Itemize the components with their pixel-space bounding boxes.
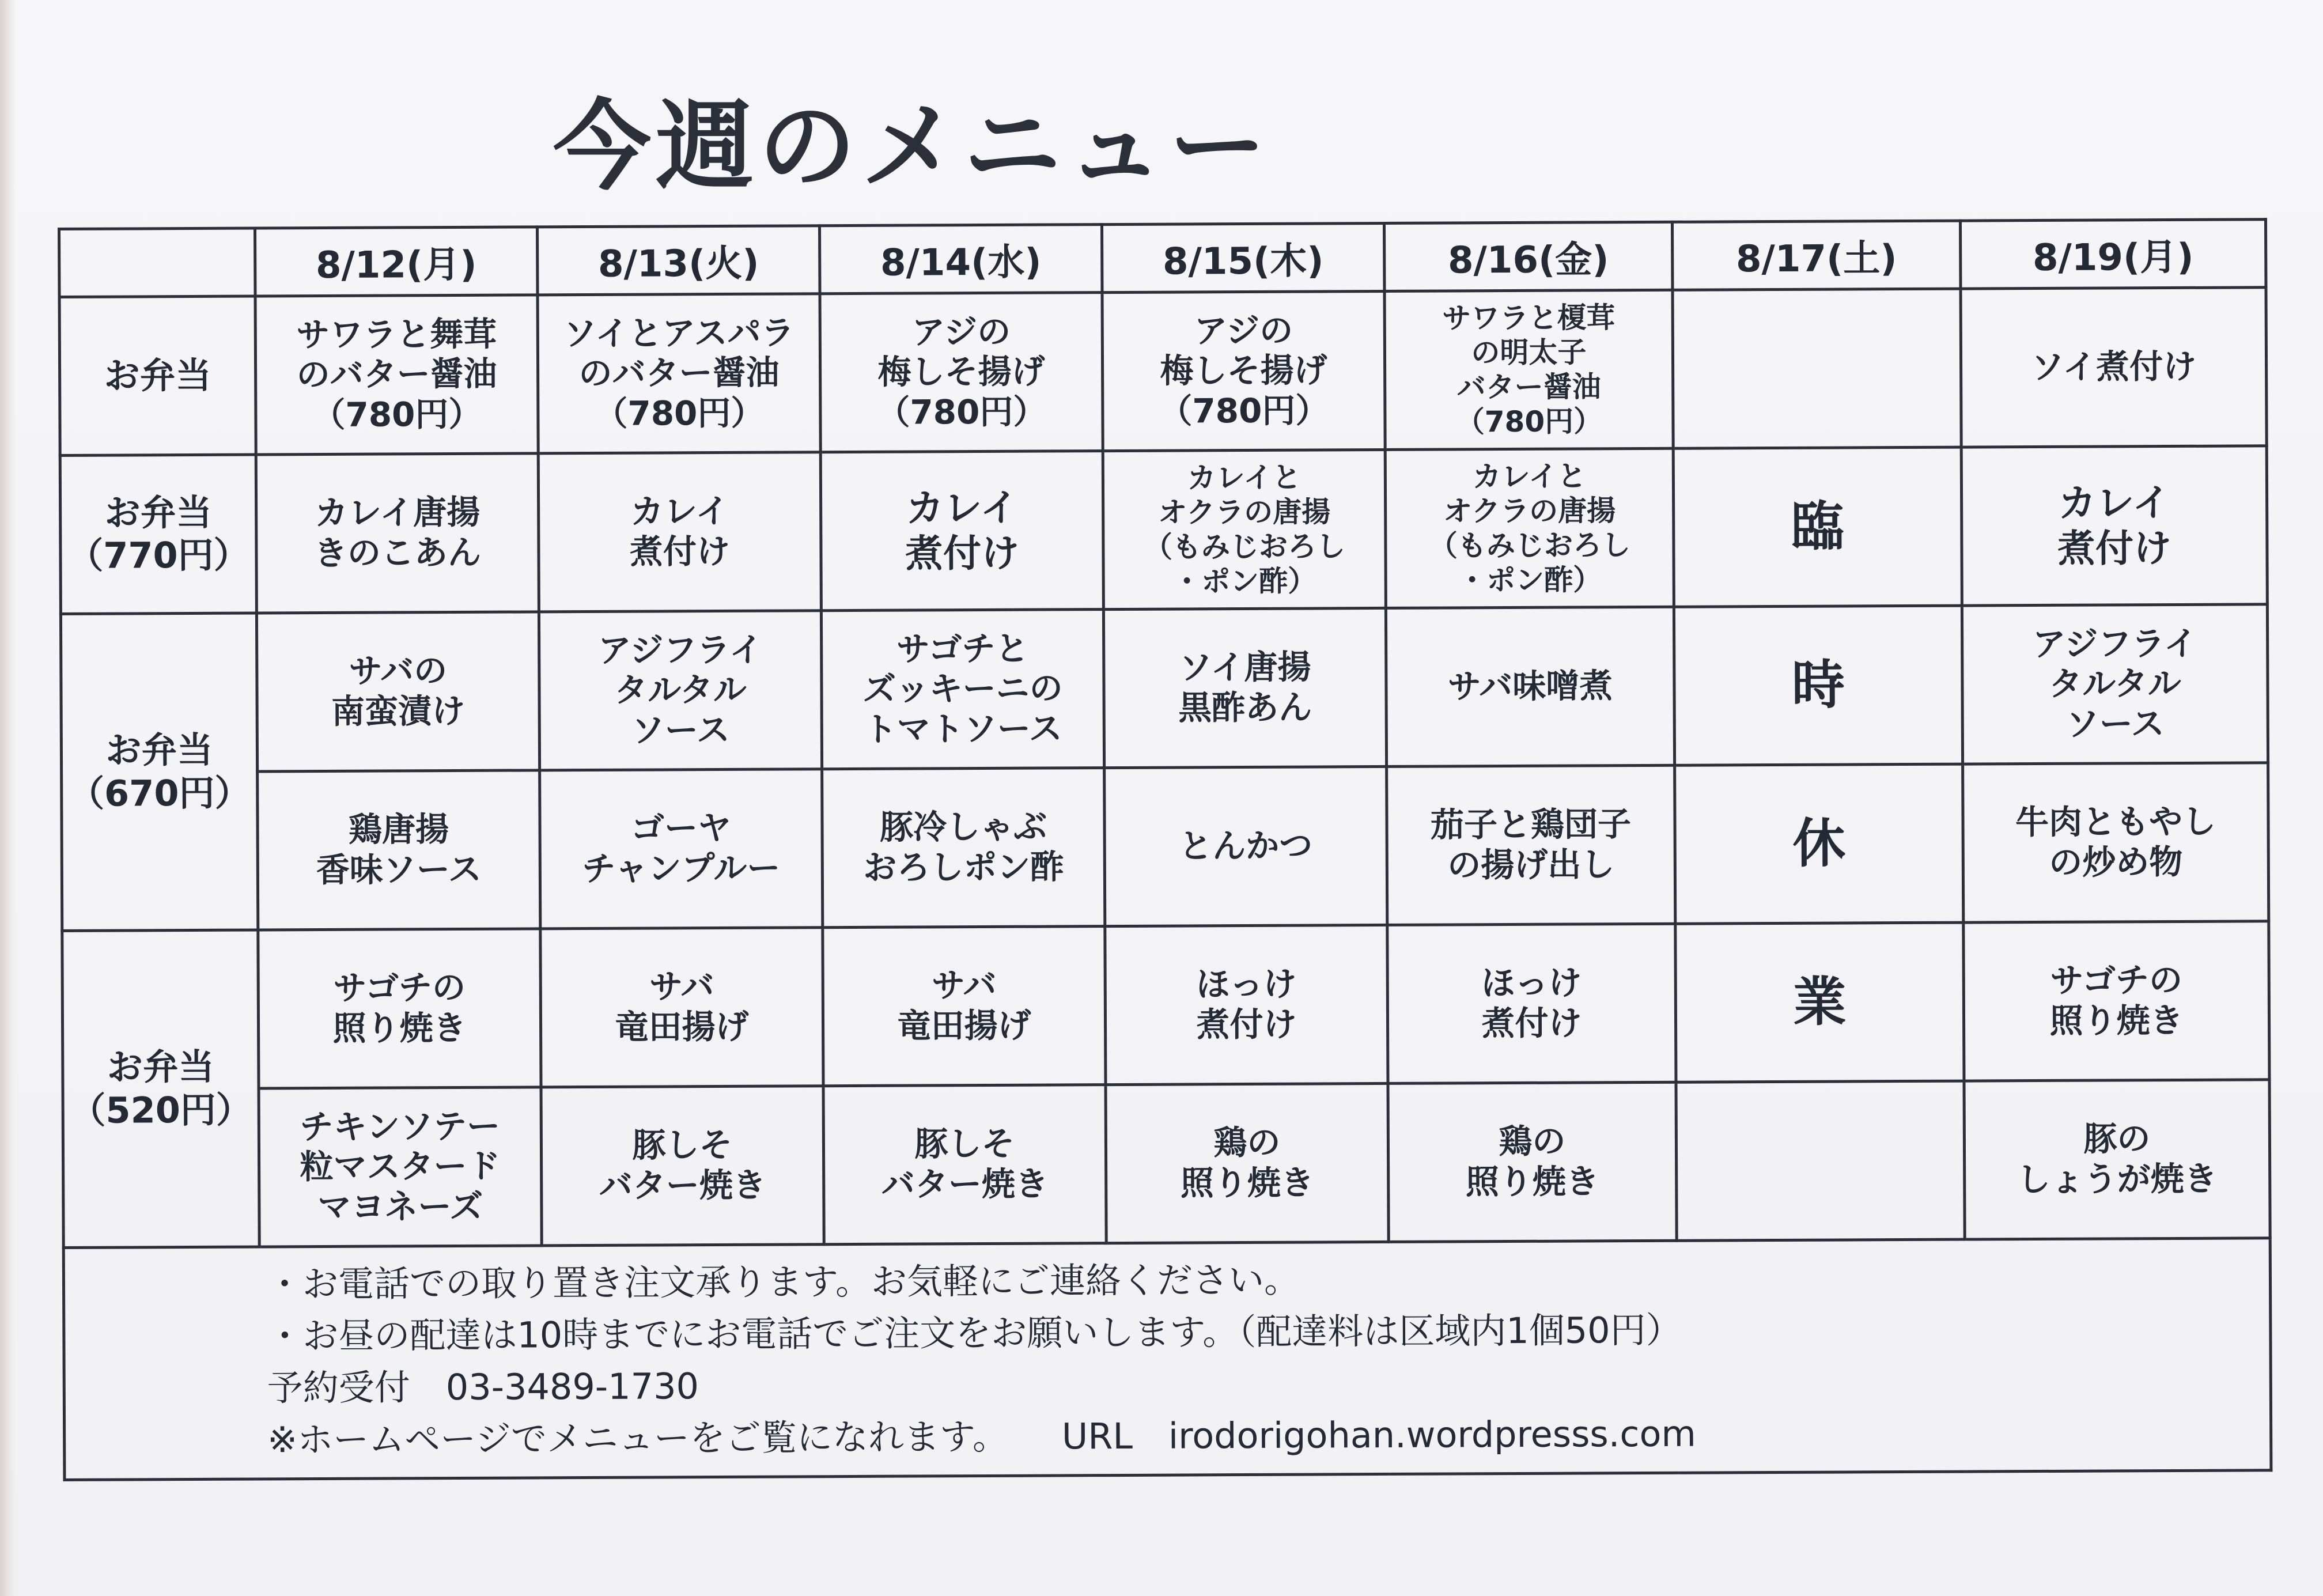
- note-website-url: ※ホームページでメニューをご覧になれます。 URL irodorigohan.wordpresss.com: [267, 1412, 1697, 1461]
- day-header: 8/16(金): [1384, 222, 1673, 291]
- menu-cell: チキンソテー 粒マスタード マヨネーズ: [259, 1087, 542, 1247]
- menu-table: [58, 218, 2272, 1481]
- menu-cell: アジフライ タルタル ソース: [1962, 604, 2268, 764]
- note-phone-order: ・お電話での取り置き注文承ります。お気軽にご連絡ください。: [266, 1258, 1300, 1306]
- menu-cell: サバ 竜田揚げ: [540, 928, 823, 1087]
- menu-cell: [1676, 1081, 1965, 1241]
- menu-cell: サワラと舞茸 のバター醤油 （780円）: [255, 295, 538, 455]
- day-header: 8/17(土): [1672, 221, 1961, 290]
- menu-cell: サワラと榎茸 の明太子 バター醤油 （780円）: [1384, 290, 1673, 449]
- category-label: お弁当 （770円）: [60, 455, 256, 614]
- menu-cell: 茄子と鶏団子 の揚げ出し: [1387, 765, 1675, 925]
- menu-row-670-a: [60, 604, 2268, 773]
- category-label: お弁当 （520円）: [62, 930, 259, 1247]
- menu-cell: ほっけ 煮付け: [1105, 925, 1388, 1084]
- category-label: お弁当 （670円）: [60, 613, 258, 931]
- menu-cell: ソイ煮付け: [1961, 288, 2267, 447]
- paper-edge: [0, 0, 16, 1596]
- notes-row: [63, 1238, 2271, 1480]
- menu-cell: ソイ唐揚 黒酢あん: [1103, 608, 1386, 767]
- menu-cell: ソイとアスパラ のバター醤油 （780円）: [538, 294, 820, 453]
- notes-box: [63, 1238, 2271, 1480]
- menu-cell: 豚の しょうが焼き: [1964, 1080, 2270, 1239]
- menu-cell: ほっけ 煮付け: [1387, 924, 1676, 1083]
- closed-notice: 業: [1675, 922, 1964, 1082]
- day-header: 8/15(木): [1102, 223, 1384, 292]
- menu-cell: カレイ 煮付け: [538, 452, 821, 612]
- menu-cell: サゴチの 照り焼き: [1963, 921, 2269, 1081]
- closed-notice: 時: [1674, 606, 1962, 765]
- menu-cell: アジの 梅しそ揚げ （780円）: [820, 293, 1103, 452]
- menu-row-670-b: [62, 763, 2269, 931]
- menu-cell: カレイと オクラの唐揚 （もみじおろし ・ポン酢）: [1385, 448, 1674, 608]
- menu-cell: カレイ 煮付け: [1961, 446, 2267, 606]
- corner-cell: [59, 228, 256, 297]
- menu-cell: とんかつ: [1104, 766, 1387, 926]
- menu-row-520-b: [63, 1080, 2270, 1248]
- menu-cell: 牛肉ともやし の炒め物: [1963, 763, 2269, 922]
- note-delivery: ・お昼の配達は10時までにお電話でご注文をお願いします。（配達料は区域内1個50円）: [267, 1308, 1682, 1357]
- menu-cell: 鶏の 照り焼き: [1106, 1083, 1388, 1243]
- menu-cell: 鶏の 照り焼き: [1388, 1082, 1677, 1242]
- closed-notice: 休: [1675, 764, 1963, 924]
- day-header: 8/13(火): [538, 226, 820, 295]
- menu-cell: ゴーヤ チャンプルー: [540, 769, 823, 929]
- menu-cell: サバ味噌煮: [1386, 607, 1674, 766]
- menu-cell: 豚冷しゃぶ おろしポン酢: [822, 768, 1105, 928]
- menu-row-770: [60, 446, 2267, 614]
- menu-cell: サゴチと ズッキーニの トマトソース: [821, 610, 1104, 769]
- menu-cell: サゴチの 照り焼き: [258, 929, 541, 1088]
- page-title: 今週のメニュー: [553, 90, 1272, 204]
- menu-cell: [1673, 289, 1961, 448]
- day-header: 8/12(月): [255, 227, 538, 296]
- closed-notice: 臨: [1673, 447, 1962, 607]
- day-header: 8/19(月): [1960, 220, 2266, 289]
- note-reservation-phone: 予約受付 03-3489-1730: [267, 1364, 699, 1409]
- menu-row-lunch: [59, 288, 2267, 456]
- menu-row-520-a: [62, 921, 2269, 1090]
- category-label: お弁当: [59, 296, 256, 455]
- menu-cell: カレイ 煮付け: [820, 451, 1103, 611]
- menu-cell: サバの 南蛮漬け: [256, 612, 539, 771]
- menu-cell: 豚しそ バター焼き: [823, 1085, 1106, 1245]
- day-header: 8/14(水): [819, 225, 1102, 294]
- menu-cell: カレイ唐揚 きのこあん: [256, 453, 539, 613]
- menu-cell: カレイと オクラの唐揚 （もみじおろし ・ポン酢）: [1103, 449, 1386, 609]
- header-row: [59, 220, 2266, 297]
- menu-cell: 豚しそ バター焼き: [541, 1086, 824, 1246]
- menu-cell: アジの 梅しそ揚げ （780円）: [1102, 291, 1385, 451]
- menu-cell: サバ 竜田揚げ: [823, 926, 1106, 1086]
- menu-cell: 鶏唐揚 香味ソース: [258, 770, 540, 930]
- menu-cell: アジフライ タルタル ソース: [539, 611, 822, 770]
